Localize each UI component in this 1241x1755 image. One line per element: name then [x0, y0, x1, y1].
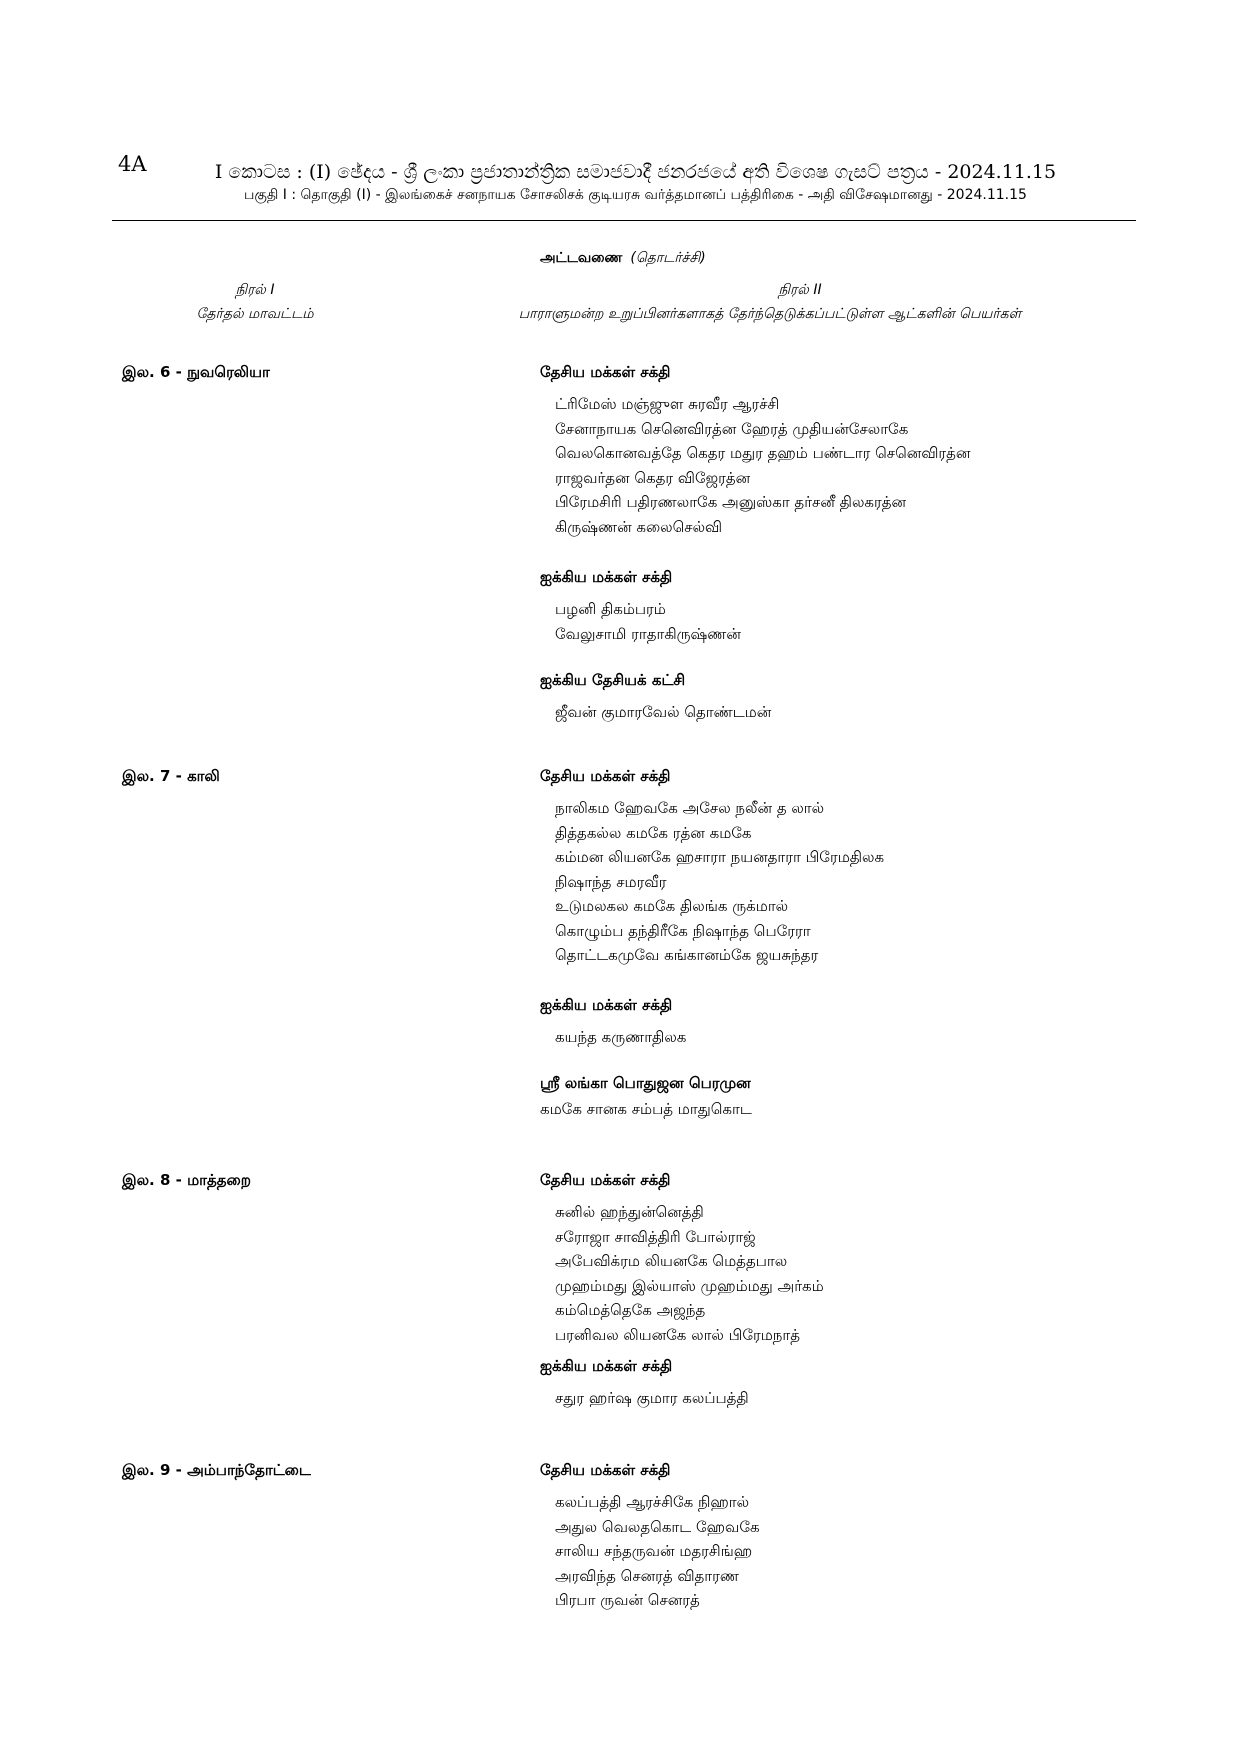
member-name: கயந்த கருணாதிலக	[555, 1028, 687, 1046]
member-name: உடுமலகல கமகே திலங்க ருக்மால்	[555, 897, 789, 915]
member-name: கொழும்ப தந்திரீகே நிஷாந்த பெரேரா	[555, 921, 811, 940]
district-label: இல. 6 - நுவரெலியா	[122, 363, 270, 381]
party-block	[540, 1170, 1140, 1347]
member-name: ராஜவர்தன கெதர விஜேரத்ன	[555, 468, 751, 487]
member-name: தித்தகல்ல கமகே ரத்ன கமகே	[555, 823, 752, 842]
party-name: ஐக்கிய மக்கள் சக்தி	[540, 568, 673, 586]
party-name: தேசிய மக்கள் சக்தி	[540, 767, 671, 785]
party-name: ஐக்கிய மக்கள் சக்தி	[540, 1357, 673, 1375]
party-name: ஐக்கிய தேசியக் கட்சி	[540, 671, 686, 689]
member-name: பரனிவல லியனகே லால் பிரேமநாத்	[555, 1325, 801, 1344]
party-block	[540, 362, 1140, 539]
member-name: சாலிய சந்தருவன் மதரசிங்ஹ	[555, 1542, 753, 1560]
member-name: நாலிகம ஹேவகே அசேல நலீன் த லால்	[555, 799, 825, 817]
member-name: அபேவிக்ரம லியனகே மெத்தபால	[555, 1252, 788, 1270]
party-block	[540, 1460, 1140, 1613]
member-name: வெலகொனவத்தே கெதர மதுர தஹம் பண்டார செனெவிரத்ன	[555, 444, 971, 462]
member-name: சதுர ஹர்ஷ குமார கலப்பத்தி	[555, 1389, 749, 1407]
schedule-continued: (தொடர்ச்சி)	[630, 250, 706, 266]
member-name: அரவிந்த செனரத் விதாரண	[555, 1566, 739, 1585]
member-name: அதுல வெலதகொட ஹேவகே	[555, 1517, 760, 1536]
member-name: சரோஜா சாவித்திரி போல்ராஜ்	[555, 1227, 756, 1246]
member-name: முஹம்மது இல்யாஸ் முஹம்மது அர்கம்	[555, 1276, 824, 1295]
member-name: தொட்டகமுவே கங்கானம்கே ஜயசுந்தர	[555, 946, 819, 964]
header-divider	[112, 220, 1136, 221]
member-name: கமகே சானக சம்பத் மாதுகொட	[540, 1100, 752, 1118]
page-number: 4A	[118, 152, 147, 176]
party-name: ஸ்ரீ லங்கா பொதுஜன பெரமுன	[540, 1074, 751, 1092]
member-name: பழனி திகம்பரம்	[555, 600, 666, 618]
member-name: பிரபா ருவன் செனரத்	[555, 1591, 700, 1609]
schedule-title	[540, 250, 706, 268]
member-name: கலப்பத்தி ஆரச்சிகே நிஹால்	[555, 1493, 750, 1511]
party-block	[540, 1073, 1140, 1122]
party-block	[540, 766, 1140, 968]
member-name: சுனில் ஹந்துன்னெத்தி	[555, 1203, 704, 1221]
member-name: பிரேமசிரி பதிரணலாகே அனுஸ்கா தர்சனீ திலகரத்ன	[555, 493, 907, 511]
column2-label: நிரல் II	[778, 282, 822, 298]
header-sinhala: I කොටස : (I) ඡේදය - ශ්‍රී ලංකා ප්‍රජාතාන්ත්‍රික සමාජවාදී ජනරජයේ අති විශෙෂ ගැසට් පත්‍රය - 2024.11.15	[214, 161, 1057, 183]
party-name: தேசிய மக்கள் சக்தி	[540, 363, 671, 381]
party-name: தேசிய மக்கள் சக்தி	[540, 1461, 671, 1479]
member-name: வேலுசாமி ராதாகிருஷ்ணன்	[555, 624, 741, 643]
party-block	[540, 567, 1140, 646]
member-name: கம்மெத்தெகே அஜந்த	[555, 1301, 706, 1319]
district-label: இல. 7 - காலி	[122, 767, 220, 785]
party-name: தேசிய மக்கள் சக்தி	[540, 1171, 671, 1189]
party-block	[540, 1356, 1140, 1411]
member-name: சேனாநாயக செனெவிரத்ன ஹேரத் முதியன்சேலாகே	[555, 419, 909, 438]
party-block	[540, 995, 1140, 1050]
district-label: இல. 8 - மாத்தறை	[122, 1171, 251, 1189]
column2-heading: பாராளுமன்ற உறுப்பினர்களாகத் தேர்ந்தெடுக்கப்பட்டுள்ள ஆட்களின் பெயர்கள்	[518, 306, 1022, 322]
schedule-title-text: அட்டவணை	[540, 250, 623, 266]
party-block	[540, 670, 1140, 725]
member-name: ஜீவன் குமாரவேல் தொண்டமன்	[555, 703, 772, 721]
party-name: ஐக்கிய மக்கள் சக்தி	[540, 996, 673, 1014]
column1-heading: தேர்தல் மாவட்டம்	[196, 306, 314, 322]
column1-label: நிரல் I	[235, 282, 275, 298]
member-name: ட்ரிமேஸ் மஞ்ஜுள சுரவீர ஆரச்சி	[555, 395, 780, 413]
header-tamil: பகுதி I : தொகுதி (I) - இலங்கைச் சனநாயக சோசலிசக் குடியரசு வர்த்தமானப் பத்திரிகை - அதி விசேஷமானது - 2024.11.15	[244, 187, 1027, 203]
member-name: நிஷாந்த சமரவீர	[555, 872, 667, 891]
district-label: இல. 9 - அம்பாந்தோட்டை	[122, 1461, 311, 1479]
member-name: கம்மன லியனகே ஹசாரா நயனதாரா பிரேமதிலக	[555, 848, 885, 866]
member-name: கிருஷ்ணன் கலைசெல்வி	[555, 517, 723, 536]
